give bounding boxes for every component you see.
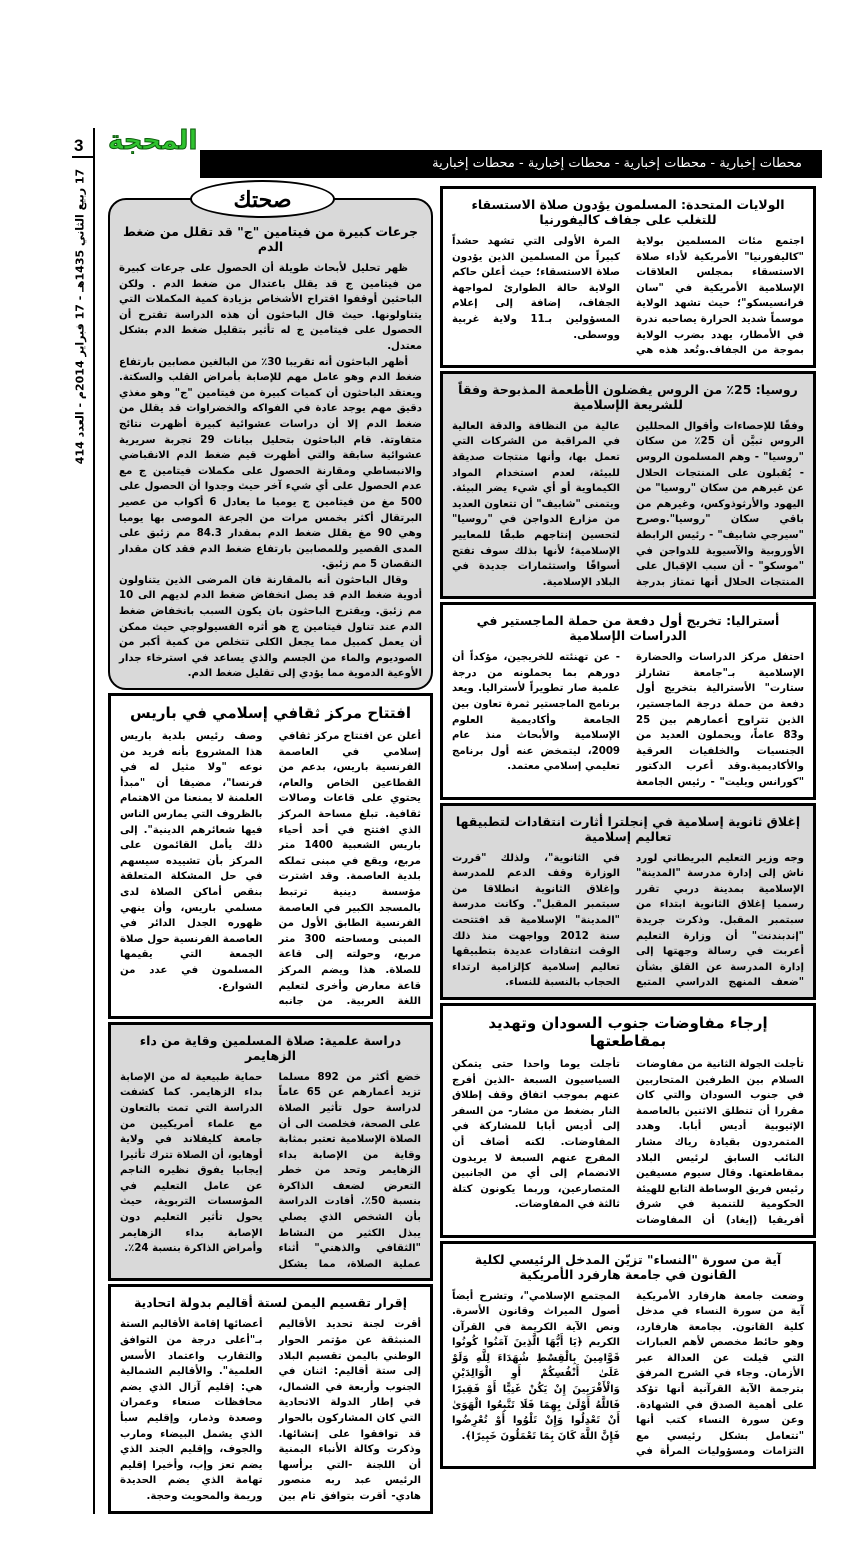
article-title: دراسة علمية: صلاة المسلمين وقاية من داء الزهايمر	[139, 1032, 402, 1063]
article-paragraph: وقال الباحثون أنه بالمقارنة فان المرضى الذين يتناولون أدوية ضغط الدم قد يصل انخفاض ضغط الدم لديهم الى 10 مم زئبق. ويقترح الباحثون بان يكون السبب بانخفاض ضغط الدم عند تناول فيتامين ج هو أثره الفسيولوجي حيث ممكن أن يعمل كمبيل مما يجعل الكلى تتخلص من كمية أكبر من الصوديوم والماء من الجسم والذي يساعد في استرخاء جدار الأوعية الدموية مما يؤدي إلى تقليل ضغط الدم.	[119, 574, 422, 680]
article-body: احتفل مركز الدراسات والحضارة الإسلامية بـ"جامعة تشارلز ستارت" الأسترالية بتخريج أول دفعة من حملة درجة الماجستير، الذين تتراوح أعمارهم بين 25 و83 عاماً، ويحملون العديد من الجنسيات والخلفيات العرقية والأكاديمية.وقد أعرب الدكتور "كورانس ويليت" - رئيس الجامعة - عن تهنئته للخريجين، مؤكداً أن دورهم بما يحملونه من درجة علمية صار تطويراً لأستراليا. ويعد برنامج الماجستير ثمرة تعاون بين الجامعة وأكاديمية العلوم الإسلامية والأبحاث منذ عام 2009، ليتمخض عنه أول برنامج تعليمي إسلامي معتمد.	[452, 652, 804, 789]
article-body: تأجلت الجولة الثانية من مفاوضات السلام بين الطرفين المتحاربين في جنوب السودان والتي كان مقررا أن تنطلق الاثنين بالعاصمة الإثيوبية أديس أبابا. وهدد المتمردون بقيادة رياك مشار النائب السابق لرئيس البلاد بمقاطعتها. وقال سيوم مسيفين رئيس فريق الوساطة التابع للهيئة الحكومية للتنمية في شرق أفريقيا (إيغاد) أن المفاوضات تأجلت يوما واحدا حتى يتمكن السياسيون السبعة -الذين أفرج عنهم بموجب اتفاق وقف إطلاق النار بضغط من مشار- من السفر إلى أديس أبابا للمشاركة في المفاوضات. لكنه أضاف أن المفرج عنهم السبعة لا يريدون الانضمام إلى أي من الجانبين المتصارعين، وربما يكونون كتلة ثالثة في المفاوضات.	[452, 1058, 804, 1226]
article-title: روسيا: 25٪ من الروس يفضلون الأطعمة المذبوحة وفقاً للشريعة الإسلامية	[458, 381, 798, 412]
article-title: إرجاء مفاوضات جنوب السودان وتهديد بمقاطعتها	[488, 1013, 768, 1050]
article-body: أعلن عن افتتاح مركز ثقافي إسلامي في العاصمة الفرنسية باريس، بدعم من القطاعين الخاص والعام، يحتوي على قاعات وصالات ثقافية. تبلغ مساحة المركز الذي افتتح في أحد أحياء باريس الشعبية 1400 متر مربع، ويقع في مبنى تملكه بلدية العاصمة. وقد اشترت مؤسسة دينية ترتبط بالمسجد الكبير في العاصمة الفرنسية الطابق الأول من المبنى ومساحته 300 متر مربع، وحولته إلى قاعة للصلاة. هذا ويضم المركز قاعة معارض وأخرى لتعليم اللغة العربية. من جانبه وصف رئيس بلدية باريس هذا المشروع بأنه فريد من نوعه "ولا مثيل له في فرنسا"، مضيفا أن "مبدأ العلمنة لا يمنعنا من الاهتمام بالظروف التي يمارس الناس فيها شعائرهم الدينية". إلى ذلك يأمل القائمون على المركز بأن تشييده سيسهم في حل المشكلة المتعلقة بنقص أماكن الصلاة لدى مسلمي باريس، وأن ينهي ظهوره الجدل الدائر في العاصمة الفرنسية حول صلاة الجمعة التي يقيمها المسلمون في عدد من الشوارع.	[120, 731, 421, 1008]
article-australia	[440, 602, 816, 799]
article-body: خضع أكثر من 892 مسلما تزيد أعمارهم عن 65 عاماً لدراسة حول تأثير الصلاة على الصحة، فخلصت الى أن الصلاة الإسلامية تعتبر بمثابة وقاية من الإصابة بداء الزهايمر وتحد من خطر التعرض لضعف الذاكرة بنسبة 50٪. أفادت الدراسة بأن الشخص الذي يصلي يبذل الكثير من النشاط "الثقافي والذهني" أثناء عملية الصلاة، مما يشكل حماية طبيعية له من الإصابة بداء الزهايمر. كما كشفت الدراسة التي تمت بالتعاون مع علماء أمريكيين من جامعة كليفلاند في ولاية أوهايو، أن الصلاة تترك تأثيرا إيجابيا يفوق نظيره الناجم عن عامل التعليم في المؤسسات التربوية، حيث يحول تأثير التعليم دون الإصابة بداء الزهايمر وأمراض الذاكرة بنسبة 24٪.	[120, 1071, 421, 1270]
article-health	[108, 198, 433, 690]
article-body: وجه وزير التعليم البريطاني لورد ناش إلى إدارة مدرسة "المدينة" الإسلامية بمدينة دربي تقرر رسميا إغلاق الثانوية ابتداء من سبتمبر المقبل. وذكرت جريدة "إندبندنت" أن وزارة التعليم أعربت في رسالة وجهتها إلى إدارة المدرسة عن القلق بشأن "ضعف المنهج الدراسي المتبع في الثانوية"، ولذلك "قررت الوزارة وقف الدعم للمدرسة وإغلاق الثانوية انطلاقا من سبتمبر المقبل". وكانت مدرسة "المدينة" الإسلامية قد افتتحت سنة 2012 وواجهت منذ ذلك الوقت انتقادات عديدة بتطبيقها تعاليم إسلامية كإلزامية ارتداء الحجاب بالنسبة للنساء.	[452, 852, 804, 989]
right-column	[440, 186, 816, 1469]
article-title: الولايات المتحدة: المسلمون يؤدون صلاة الاستسقاء للتغلب على جفاف كاليفورنيا	[471, 197, 785, 227]
article-title: إقرار تقسيم اليمن لستة أقاليم بدولة اتحادية	[133, 1295, 408, 1311]
article-england	[440, 803, 816, 1000]
article-body: وفقًا للإحصاءات وأقوال المحللين الروس تبيَّن أن 25٪ من سكان "روسيا" - وهم المسلمون الروس - يُقبلون على المنتجات الحلال عن غيرهم من سكان "روسيا" من اليهود والأرثوذوكس، وغيرهم من باقي سكان "روسيا".وصرح "سيرجي شابيف" - رئيس الرابطة الأوروبية والآسيوية للدواجن في "موسكو" - أن سبب الإقبال على المنتجات الحلال أنها تمتاز بدرجة عالية من النظافة والدقة العالية في المراقبة من الشركات التي تعمل بها، وأنها منتجات صديقة للبيئة، لعدم استخدام المواد الكيماوية أو أي شيء يضر البيئة. ويتمنى "شابيف" أن تتعاون العديد من مزارع الدواجن في "روسيا" لتحسين إنتاجهم طبقًا للمعايير الإسلامية؛ لأنها بذلك سوف تفتح أسواقًا واستثمارات جديدة في البلاد الإسلامية.	[452, 420, 805, 588]
article-sudan	[440, 1003, 816, 1238]
article-body: وضعت جامعة هارفارد الأمريكية آية من سورة النساء في مدخل كلية القانون. بجامعة هارفارد، وهو حائط مخصص لأهم العبارات التي قيلت عن العدالة عبر الأزمان. وجاء في الشرح المرفق بترجمة الآية القرآنية أنها تؤكد على أهمية الصدق في الشهادة. وعن سورة النساء كتب أنها "تتعامل بشكل رئيسي مع التزامات ومسؤوليات المرأة في المجتمع الإسلامي"، وتشرح أيضاً أصول الميراث وقانون الأسرة. ونص الآية الكريمة في القرآن الكريم ﴿يَا أَيُّهَا الَّذِينَ آمَنُوا كُونُوا قَوَّامِينَ بِالْقِسْطِ شُهَدَاءَ لِلَّهِ وَلَوْ عَلَىٰ أَنْفُسِكُمْ أَوِ الْوَالِدَيْنِ وَالْأَقْرَبِينَ إِنْ يَكُنْ غَنِيًّا أَوْ فَقِيرًا فَاللَّهُ أَوْلَىٰ بِهِمَا فَلَا تَتَّبِعُوا الْهَوَىٰ أَنْ تَعْدِلُوا وَإِنْ تَلْوُوا أَوْ تُعْرِضُوا فَإِنَّ اللَّهَ كَانَ بِمَا تَعْمَلُونَ خَبِيرًا﴾.	[452, 1290, 804, 1458]
article-alzheimer	[108, 1022, 433, 1282]
article-title: جرعات كبيرة من فيتامين "ج" قد تقلل من ضغط الدم	[122, 224, 419, 254]
article-title: افتتاح مركز ثقافي إسلامي في باريس	[130, 704, 411, 723]
article-usa	[440, 186, 816, 368]
article-paragraph: ظهر تحليل لأبحاث طويلة أن الحصول على جرعات كبيرة من فيتامين ج قد يقلل باعتدال من ضغط الدم . ولكن الباحثين أوقفوا اقتراح الأشخاص بزيادة كمية المكملات التي يتناولونها. حيث قال الباحثون أن هذه الدراسة تقترح أن الحصول على فيتامين ج له تأثير بتقليل ضغط الدم بشكل معتدل.	[119, 263, 422, 352]
article-body: اجتمع مئات المسلمين بولاية "كاليفورنيا" الأمريكية لأداء صلاة الاستسقاء بمجلس العلاقات الإسلامية الأمريكية في "سان فرانسيسكو"؛ حيث تشهد الولاية موسماً شديد الحرارة يصاحبه ندرة في الأمطار، يهدد بضرب الولاية بموجة من الجفاف.وتُعد هذه هي المرة الأولى التي تشهد حشداً كبيراً من المسلمين الذين يؤدون صلاة الاستسقاء؛ حيث أعلن حاكم الولاية حالة الطوارئ لمواجهة الجفاف، إضافة إلى إعلام المسؤولين بـ11 ولاية غربية ووسطى.	[452, 236, 804, 357]
article-harvard	[440, 1241, 816, 1470]
article-paris	[108, 693, 433, 1019]
section-logo: المحجة	[108, 126, 198, 156]
section-banner: محطات إخبارية - محطات إخبارية - محطات إخبارية - محطات إخبارية	[200, 150, 822, 178]
page-number: 3	[74, 136, 84, 155]
article-yemen	[108, 1284, 433, 1513]
article-body: أقرت لجنة تحديد الأقاليم المنبثقة عن مؤتمر الحوار الوطني باليمن تقسيم البلاد إلى ستة أقاليم: اثنان في الجنوب وأربعة في الشمال، في إطار الدولة الاتحادية التي كان المشاركون بالحوار قد توافقوا على إنشائها. وذكرت وكالة الأنباء اليمنية أن اللجنة -التي يرأسها الرئيس عبد ربه منصور هادي- أقرت بتوافق تام بين أعضائها إقامة الأقاليم الستة بـ"أعلى درجة من التوافق والتقارب واعتماد الأسس العلمية". والأقاليم الشمالية هي: إقليم آزال الذي يضم محافظات صنعاء وعمران وصعدة وذمار، وإقليم سبأ الذي يشمل البيضاء ومارب والجوف، وإقليم الجند الذي يضم تعز وإب، وأخيرا إقليم تهامة الذي يضم الحديدة وريمة والمحويت وحجة.	[120, 1319, 421, 1502]
article-paragraph: أظهر الباحثون أنه تقريبا 30٪ من البالغين مصابين بارتفاع ضغط الدم وهو عامل مهم للإصابة بأمراض القلب والسكتة. ويعتقد الباحثون أن كميات كبيرة من فيتامين "ج" وهو مغذي دقيق مهم يوجد عادة في الفواكه والخضراوات قد يقلل من ضغط الدم إلا أن دراسات عشوائية كبيرة أظهرت نتائج متفاوتة. قام الباحثون بتحليل بيانات 29 تجربة سريرية عشوائية سابقة والتي أظهرت قيم ضغط الدم الانقباضي والانبساطي ومقارنة الحصول على مكملات فيتامين ج مع عدم الحصول على أي شيء آخر حيث وجدوا أن الحصول على 500 مغ من فيتامين ج يوميا ما يعادل 6 أكواب من عصير البرتقال أكثر بخمس مرات من الجرعة الموصى بها يوميا وهي 90 مغ يقلل ضغط الدم بمقدار 84.3 مم زئبق على المدى القصير وللمصابين بارتفاع ضغط الدم فقد كان مقدار النقصان 5 مم زئبق.	[119, 356, 423, 571]
article-title: إغلاق ثانوية إسلامية في إنجلترا أثارت انتقادات لتطبيقها تعاليم إسلامية	[455, 813, 801, 844]
article-russia	[440, 371, 816, 600]
article-title: أستراليا: تخريج أول دفعة من حملة الماجستير في الدراسات الإسلامية	[476, 613, 780, 644]
issue-date: 17 ربيع الثاني 1435هـ - 17 فبراير 2014م - العدد 414	[73, 168, 87, 465]
health-section-label: صحتك	[190, 180, 335, 218]
left-column	[108, 180, 433, 1514]
divider	[93, 128, 95, 1514]
health-section	[108, 180, 433, 690]
article-title: آية من سورة "النساء" تزيّن المدخل الرئيسي لكلية القانون في جامعة هارفرد الأمريكية	[474, 1251, 782, 1282]
